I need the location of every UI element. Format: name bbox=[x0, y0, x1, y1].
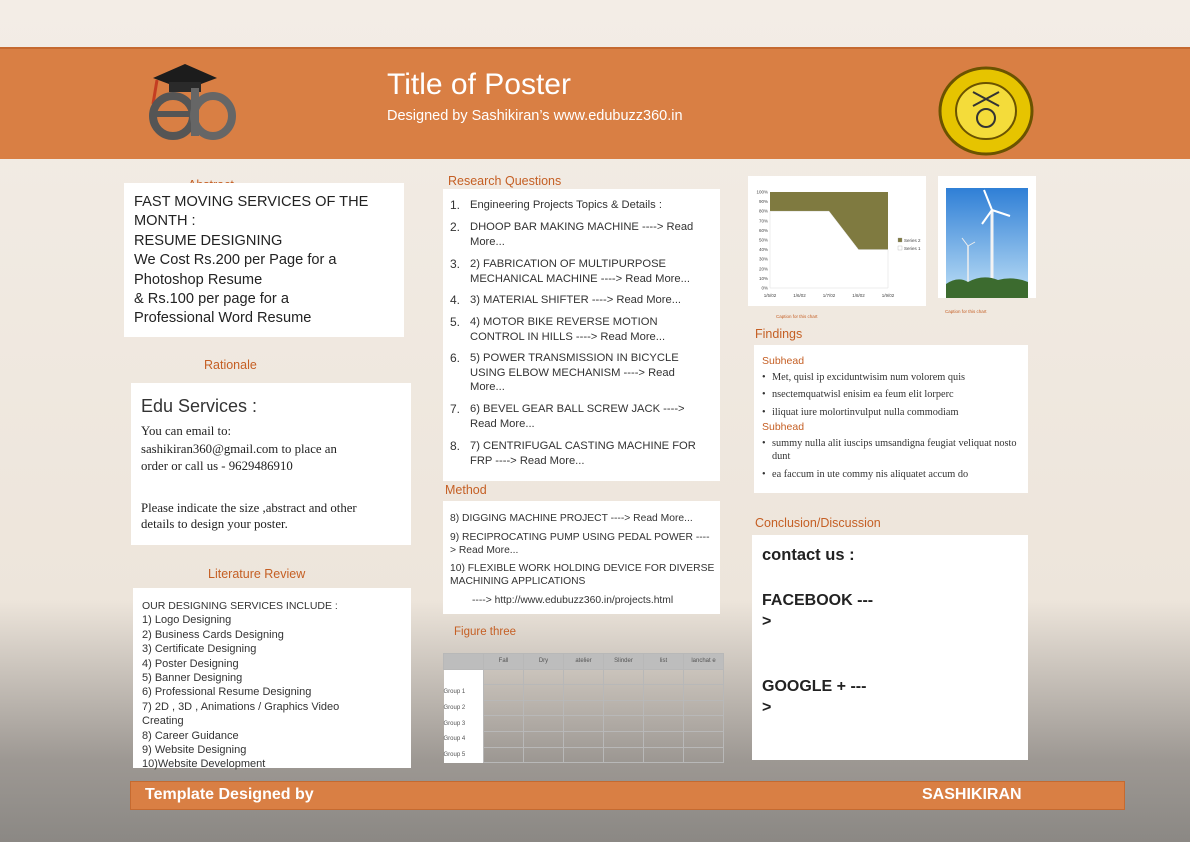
table-row bbox=[444, 731, 724, 747]
list-item[interactable]: 8. 7) CENTRIFUGAL CASTING MACHINE FOR FRP ----> Read More... bbox=[450, 439, 696, 467]
list-item: 10)Website Development bbox=[142, 758, 266, 771]
y-tick-label: 30% bbox=[758, 256, 768, 262]
method-text bbox=[450, 513, 715, 608]
table-row bbox=[444, 747, 724, 763]
abstract-line: Photoshop Resume bbox=[134, 271, 263, 288]
list-item[interactable]: 7. 6) BEVEL GEAR BALL SCREW JACK ----> Read More... bbox=[450, 402, 685, 430]
facebook-block bbox=[762, 590, 1024, 653]
legend-swatch bbox=[898, 238, 902, 242]
x-tick-label: 1/8/02 bbox=[852, 293, 865, 298]
list-item: 3) Certificate Designing bbox=[142, 643, 257, 656]
subhead: Subhead bbox=[762, 421, 805, 433]
arrow-text: > bbox=[762, 699, 772, 716]
photo-caption: Caption for this chart bbox=[945, 309, 987, 314]
x-tick-label: 1/5/02 bbox=[763, 293, 777, 298]
findings-text bbox=[762, 355, 1024, 481]
row-label: Group 1 bbox=[444, 685, 484, 701]
google-link[interactable]: https://plus.google.com/u/0/+sashikiransss/about bbox=[762, 699, 1016, 737]
footer-left-text: Template Designed by bbox=[145, 786, 314, 803]
method-p4[interactable]: ----> http://www.edubuzz360.in/projects.html bbox=[472, 594, 674, 606]
list-item: • ea faccum in ute commy nis aliquatet accum do bbox=[762, 468, 969, 480]
facebook-link[interactable]: http://www.facebook.com/sashikiranss bbox=[762, 613, 1024, 651]
list-item[interactable]: 5. 4) MOTOR BIKE REVERSE MOTION CONTROL IN HILLS ----> Read More... bbox=[450, 315, 666, 343]
literature-list bbox=[142, 599, 408, 772]
literature-intro: OUR DESIGNING SERVICES INCLUDE : bbox=[142, 600, 338, 612]
rationale-contact bbox=[141, 423, 406, 476]
abstract-line: Professional Word Resume bbox=[134, 310, 312, 327]
edubuzz-logo bbox=[135, 58, 245, 142]
findings-heading: Findings bbox=[755, 327, 803, 341]
method-p2[interactable]: 9) RECIPROCATING PUMP USING PEDAL POWER ----> Read More... bbox=[450, 531, 710, 556]
poster-title: Title of Poster bbox=[387, 68, 571, 101]
poster-subtitle: Designed by Sashikiran’s www.edubuzz360.in bbox=[387, 108, 683, 124]
contact-heading: contact us : bbox=[762, 546, 855, 564]
facebook-label: FACEBOOK --- bbox=[762, 592, 874, 609]
list-item: 1. Engineering Projects Topics & Details : bbox=[450, 198, 662, 212]
legend-swatch bbox=[898, 246, 902, 250]
row-label: Group 4 bbox=[444, 731, 484, 747]
list-item: • nsectemquatwisl enisim ea feum elit lorperc bbox=[762, 389, 954, 400]
list-item[interactable]: 6. 5) POWER TRANSMISSION IN BICYCLE USING ELBOW MECHANISM ----> Read More... bbox=[450, 351, 679, 393]
google-label: GOOGLE + --- bbox=[762, 678, 867, 695]
y-tick-label: 40% bbox=[758, 247, 768, 253]
email-line: sashikiran360@gmail.com to place an bbox=[141, 441, 337, 456]
y-tick-label: 70% bbox=[758, 218, 768, 224]
email-text: You can email to: bbox=[141, 424, 232, 438]
footer-right-text: SASHIKIRAN bbox=[922, 786, 1022, 803]
college-seal bbox=[937, 66, 1035, 156]
chart-caption: Caption for this chart bbox=[776, 314, 818, 319]
literature-heading: Literature Review bbox=[208, 567, 306, 581]
table-row bbox=[444, 716, 724, 732]
method-p1[interactable]: 8) DIGGING MACHINE PROJECT ----> Read More... bbox=[450, 513, 693, 524]
order-line: order or call us - 9629486910 bbox=[141, 459, 293, 473]
list-item: • Met, quisl ip exciduntwisim num volorem quis bbox=[762, 371, 966, 383]
legend-label: Series 2 bbox=[904, 238, 921, 243]
table-row bbox=[444, 700, 724, 716]
subhead: Subhead bbox=[762, 355, 805, 367]
list-item: 9) Website Designing bbox=[142, 744, 247, 757]
research-list bbox=[450, 198, 715, 478]
list-item: 8) Career Guidance bbox=[142, 729, 239, 742]
list-item: 1) Logo Designing bbox=[142, 614, 232, 627]
list-item[interactable]: 2. DHOOP BAR MAKING MACHINE ----> Read More... bbox=[450, 220, 694, 248]
google-block bbox=[762, 676, 1024, 739]
table-corner bbox=[444, 654, 484, 670]
rationale-note bbox=[141, 500, 409, 532]
list-item: • iliquat iure molortinvulput nulla commodiam bbox=[762, 406, 959, 418]
abstract-line: & Rs.100 per page for a bbox=[134, 291, 289, 308]
abstract-line: RESUME DESIGNING bbox=[134, 232, 283, 249]
y-tick-label: 60% bbox=[758, 227, 768, 233]
note-line: Please indicate the size ,abstract and other bbox=[141, 501, 357, 515]
legend-label: Series 1 bbox=[904, 246, 921, 251]
arrow-text: > bbox=[762, 613, 772, 630]
y-tick-label: 20% bbox=[758, 266, 768, 272]
abstract-line: FAST MOVING SERVICES OF THE bbox=[134, 194, 369, 210]
x-tick-label: 1/7/02 bbox=[822, 293, 836, 298]
list-item: 5) Banner Designing bbox=[142, 672, 243, 685]
list-item: 7) 2D , 3D , Animations / Graphics Video bbox=[142, 700, 340, 713]
figure-table bbox=[443, 653, 724, 763]
y-tick-label: 50% bbox=[758, 237, 768, 243]
column-header: Fall bbox=[484, 654, 524, 670]
figure-heading: Figure three bbox=[454, 626, 517, 638]
chart-container bbox=[748, 176, 926, 306]
row-label: Group 2 bbox=[444, 700, 484, 716]
y-tick-label: 80% bbox=[758, 208, 768, 214]
row-label: Group 5 bbox=[444, 747, 484, 763]
row-label: Group 3 bbox=[444, 716, 484, 732]
column-header: Dry bbox=[524, 654, 564, 670]
area-chart bbox=[748, 176, 926, 306]
y-tick-label: 90% bbox=[758, 199, 768, 205]
table-row bbox=[444, 669, 724, 685]
abstract-text bbox=[134, 193, 404, 329]
column-header: Slinder bbox=[604, 654, 644, 670]
method-p3: 10) FLEXIBLE WORK HOLDING DEVICE FOR DIVERSE MACHINING APPLICATIONS bbox=[450, 563, 715, 588]
x-tick-label: 1/6/02 bbox=[793, 293, 806, 298]
abstract-line: We Cost Rs.200 per Page for a bbox=[134, 252, 337, 269]
column-header: list bbox=[644, 654, 684, 670]
list-item: 2) Business Cards Designing bbox=[142, 628, 284, 641]
x-tick-label: 1/9/02 bbox=[881, 293, 895, 298]
column-header: lanchat e bbox=[684, 654, 724, 670]
y-tick-label: 10% bbox=[758, 275, 768, 281]
note-line: details to design your poster. bbox=[141, 517, 288, 531]
list-item: 4) Poster Designing bbox=[142, 657, 239, 670]
list-item[interactable]: 3. 2) FABRICATION OF MULTIPURPOSE MECHANICAL MACHINE ----> Read More... bbox=[450, 257, 690, 285]
y-tick-label: 100% bbox=[756, 189, 768, 195]
method-heading: Method bbox=[445, 483, 487, 497]
conclusion-heading: Conclusion/Discussion bbox=[755, 516, 881, 530]
list-item: • summy nulla alit iuscips umsandigna feugiat veliquat nosto dunt bbox=[762, 437, 1017, 462]
table-row bbox=[444, 685, 724, 701]
rationale-heading: Rationale bbox=[204, 358, 257, 372]
column-header: atelier bbox=[564, 654, 604, 670]
abstract-line: MONTH : bbox=[134, 213, 196, 230]
table-row bbox=[444, 654, 724, 670]
list-item[interactable]: 4. 3) MATERIAL SHIFTER ----> Read More... bbox=[450, 293, 682, 307]
list-item: Creating bbox=[142, 715, 184, 728]
y-tick-label: 0% bbox=[761, 285, 768, 291]
list-item: 6) Professional Resume Designing bbox=[142, 686, 312, 699]
research-heading: Research Questions bbox=[448, 174, 562, 188]
edu-services-title: Edu Services : bbox=[141, 396, 258, 416]
wind-turbine-photo bbox=[938, 176, 1036, 298]
